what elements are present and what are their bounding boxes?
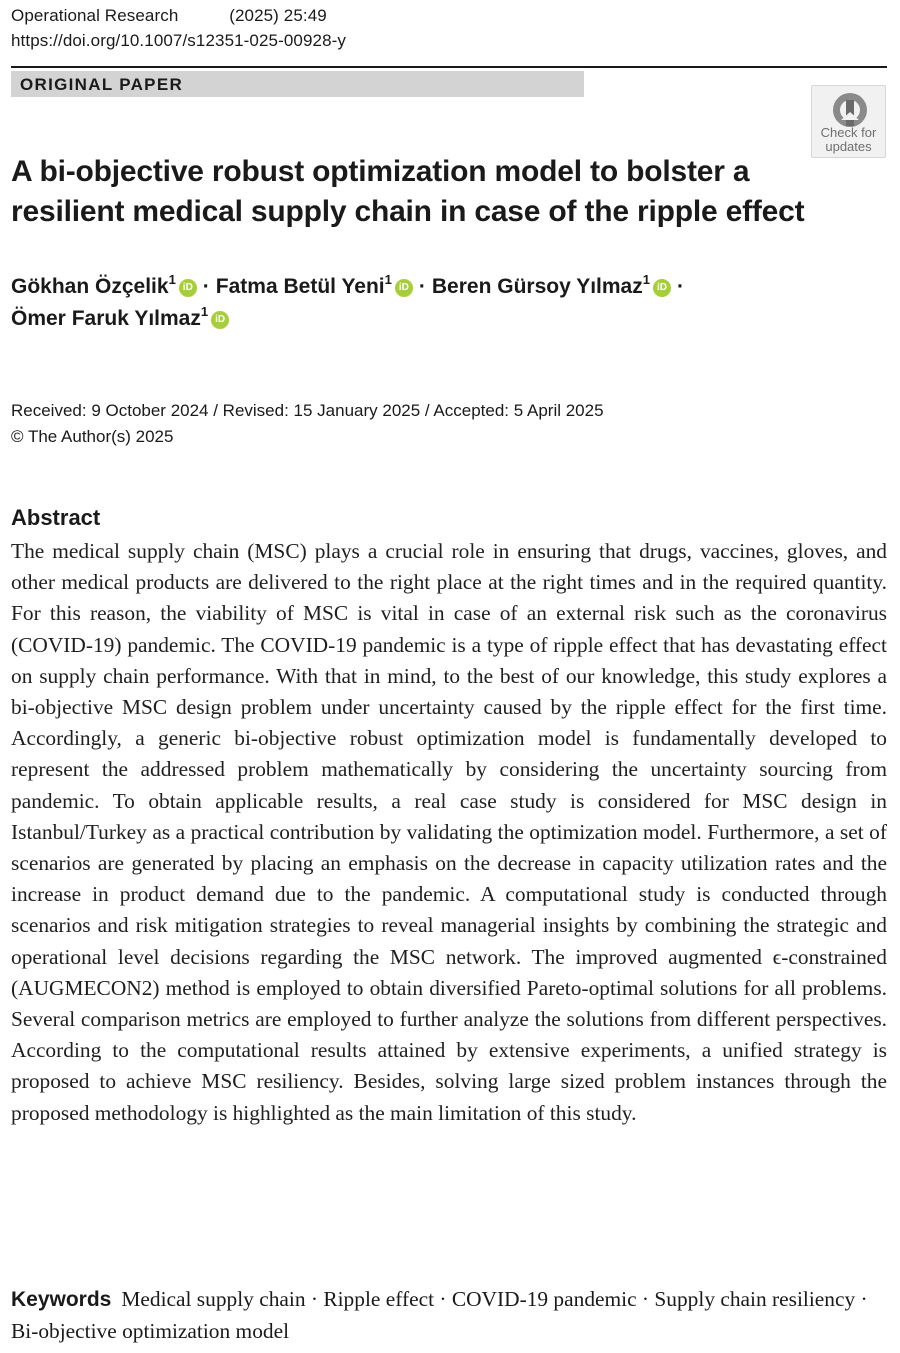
orcid-icon[interactable]: iD bbox=[395, 279, 413, 297]
author-entry bbox=[11, 304, 229, 330]
affiliation-mark: 1 bbox=[384, 272, 392, 287]
journal-name: Operational Research bbox=[11, 6, 179, 25]
keywords-label: Keywords bbox=[11, 1288, 112, 1311]
history-dates: Received: 9 October 2024 / Revised: 15 January 2025 / Accepted: 5 April 2025 bbox=[11, 401, 604, 420]
crossmark-icon bbox=[830, 90, 870, 130]
publication-dates bbox=[11, 398, 604, 450]
orcid-icon[interactable]: iD bbox=[179, 279, 197, 297]
author-separator: · bbox=[202, 275, 210, 298]
author-entry bbox=[431, 272, 671, 298]
check-for-updates-badge[interactable] bbox=[811, 85, 886, 158]
orcid-icon[interactable]: iD bbox=[653, 279, 671, 297]
author-name[interactable]: Fatma Betül Yeni bbox=[215, 275, 385, 298]
paper-title: A bi-objective robust optimization model to bolster a resilient medical supply chain in case of the ripple effect bbox=[11, 155, 805, 228]
author-separator: · bbox=[418, 275, 426, 298]
affiliation-mark: 1 bbox=[168, 272, 176, 287]
copyright-line: © The Author(s) 2025 bbox=[11, 427, 174, 446]
author-separator: · bbox=[676, 275, 684, 298]
author-name[interactable]: Beren Gürsoy Yılmaz bbox=[431, 275, 643, 298]
check-for-updates-label: Check for updates bbox=[820, 125, 877, 154]
author-entry bbox=[11, 272, 197, 298]
author-name[interactable]: Ömer Faruk Yılmaz bbox=[11, 307, 201, 330]
keywords-section bbox=[11, 1284, 871, 1347]
header-rule bbox=[11, 66, 887, 68]
author-list bbox=[11, 271, 881, 335]
abstract-text: The medical supply chain (MSC) plays a crucial role in ensuring that drugs, vaccines, gloves, and other medical products are delivered to the right place at the right times and in the required quantity. For this reason, the viability of MSC is vital in case of an external risk such as the coronavirus (COVID-19) pandemic. The COVID-19 pandemic is a type of ripple effect that has devastating effect on supply chain performance. With that in mind, to the best of our knowledge, this study explores a bi-objective MSC design problem under uncertainty caused by the ripple effect for the first time. Accordingly, a generic bi-objective robust optimization model is fundamentally developed to represent the addressed problem mathematically by considering the uncertainty sourcing from pandemic. To obtain applicable results, a real case study is considered for MSC design in Istanbul/Turkey as a practical contribution by validating the optimization model. Furthermore, a set of scenarios are generated by placing an emphasis on the decrease in capacity utilization rates and the increase in product demand due to the pandemic. A computational study is conducted through scenarios and risk mitigation strategies to reveal managerial insights by combining the strategic and operational level decisions regarding the MSC network. The improved augmented ϵ-constrained (AUGMECON2) method is employed to obtain diversified Pareto-optimal solutions for all problems. Several comparison metrics are employed to further analyze the solutions from different perspectives. According to the computational results attained by extensive experiments, a unified strategy is proposed to achieve MSC resiliency. Besides, solving large sized problem instances through the proposed methodology is highlighted as the main limitation of this study. bbox=[11, 539, 887, 1125]
article-type-banner: ORIGINAL PAPER bbox=[11, 71, 584, 97]
journal-volume: (2025) 25:49 bbox=[229, 6, 327, 25]
author-name[interactable]: Gökhan Özçelik bbox=[11, 275, 169, 298]
affiliation-mark: 1 bbox=[200, 304, 209, 319]
affiliation-mark: 1 bbox=[642, 272, 650, 287]
author-entry bbox=[215, 272, 413, 298]
orcid-icon[interactable]: iD bbox=[211, 311, 229, 329]
journal-header bbox=[11, 6, 327, 26]
abstract-heading: Abstract bbox=[11, 505, 101, 530]
keywords-list: Medical supply chain · Ripple effect · COVID-19 pandemic · Supply chain resiliency · Bi-objective optimization model bbox=[11, 1287, 868, 1343]
doi-link[interactable]: https://doi.org/10.1007/s12351-025-00928-y bbox=[11, 31, 346, 50]
